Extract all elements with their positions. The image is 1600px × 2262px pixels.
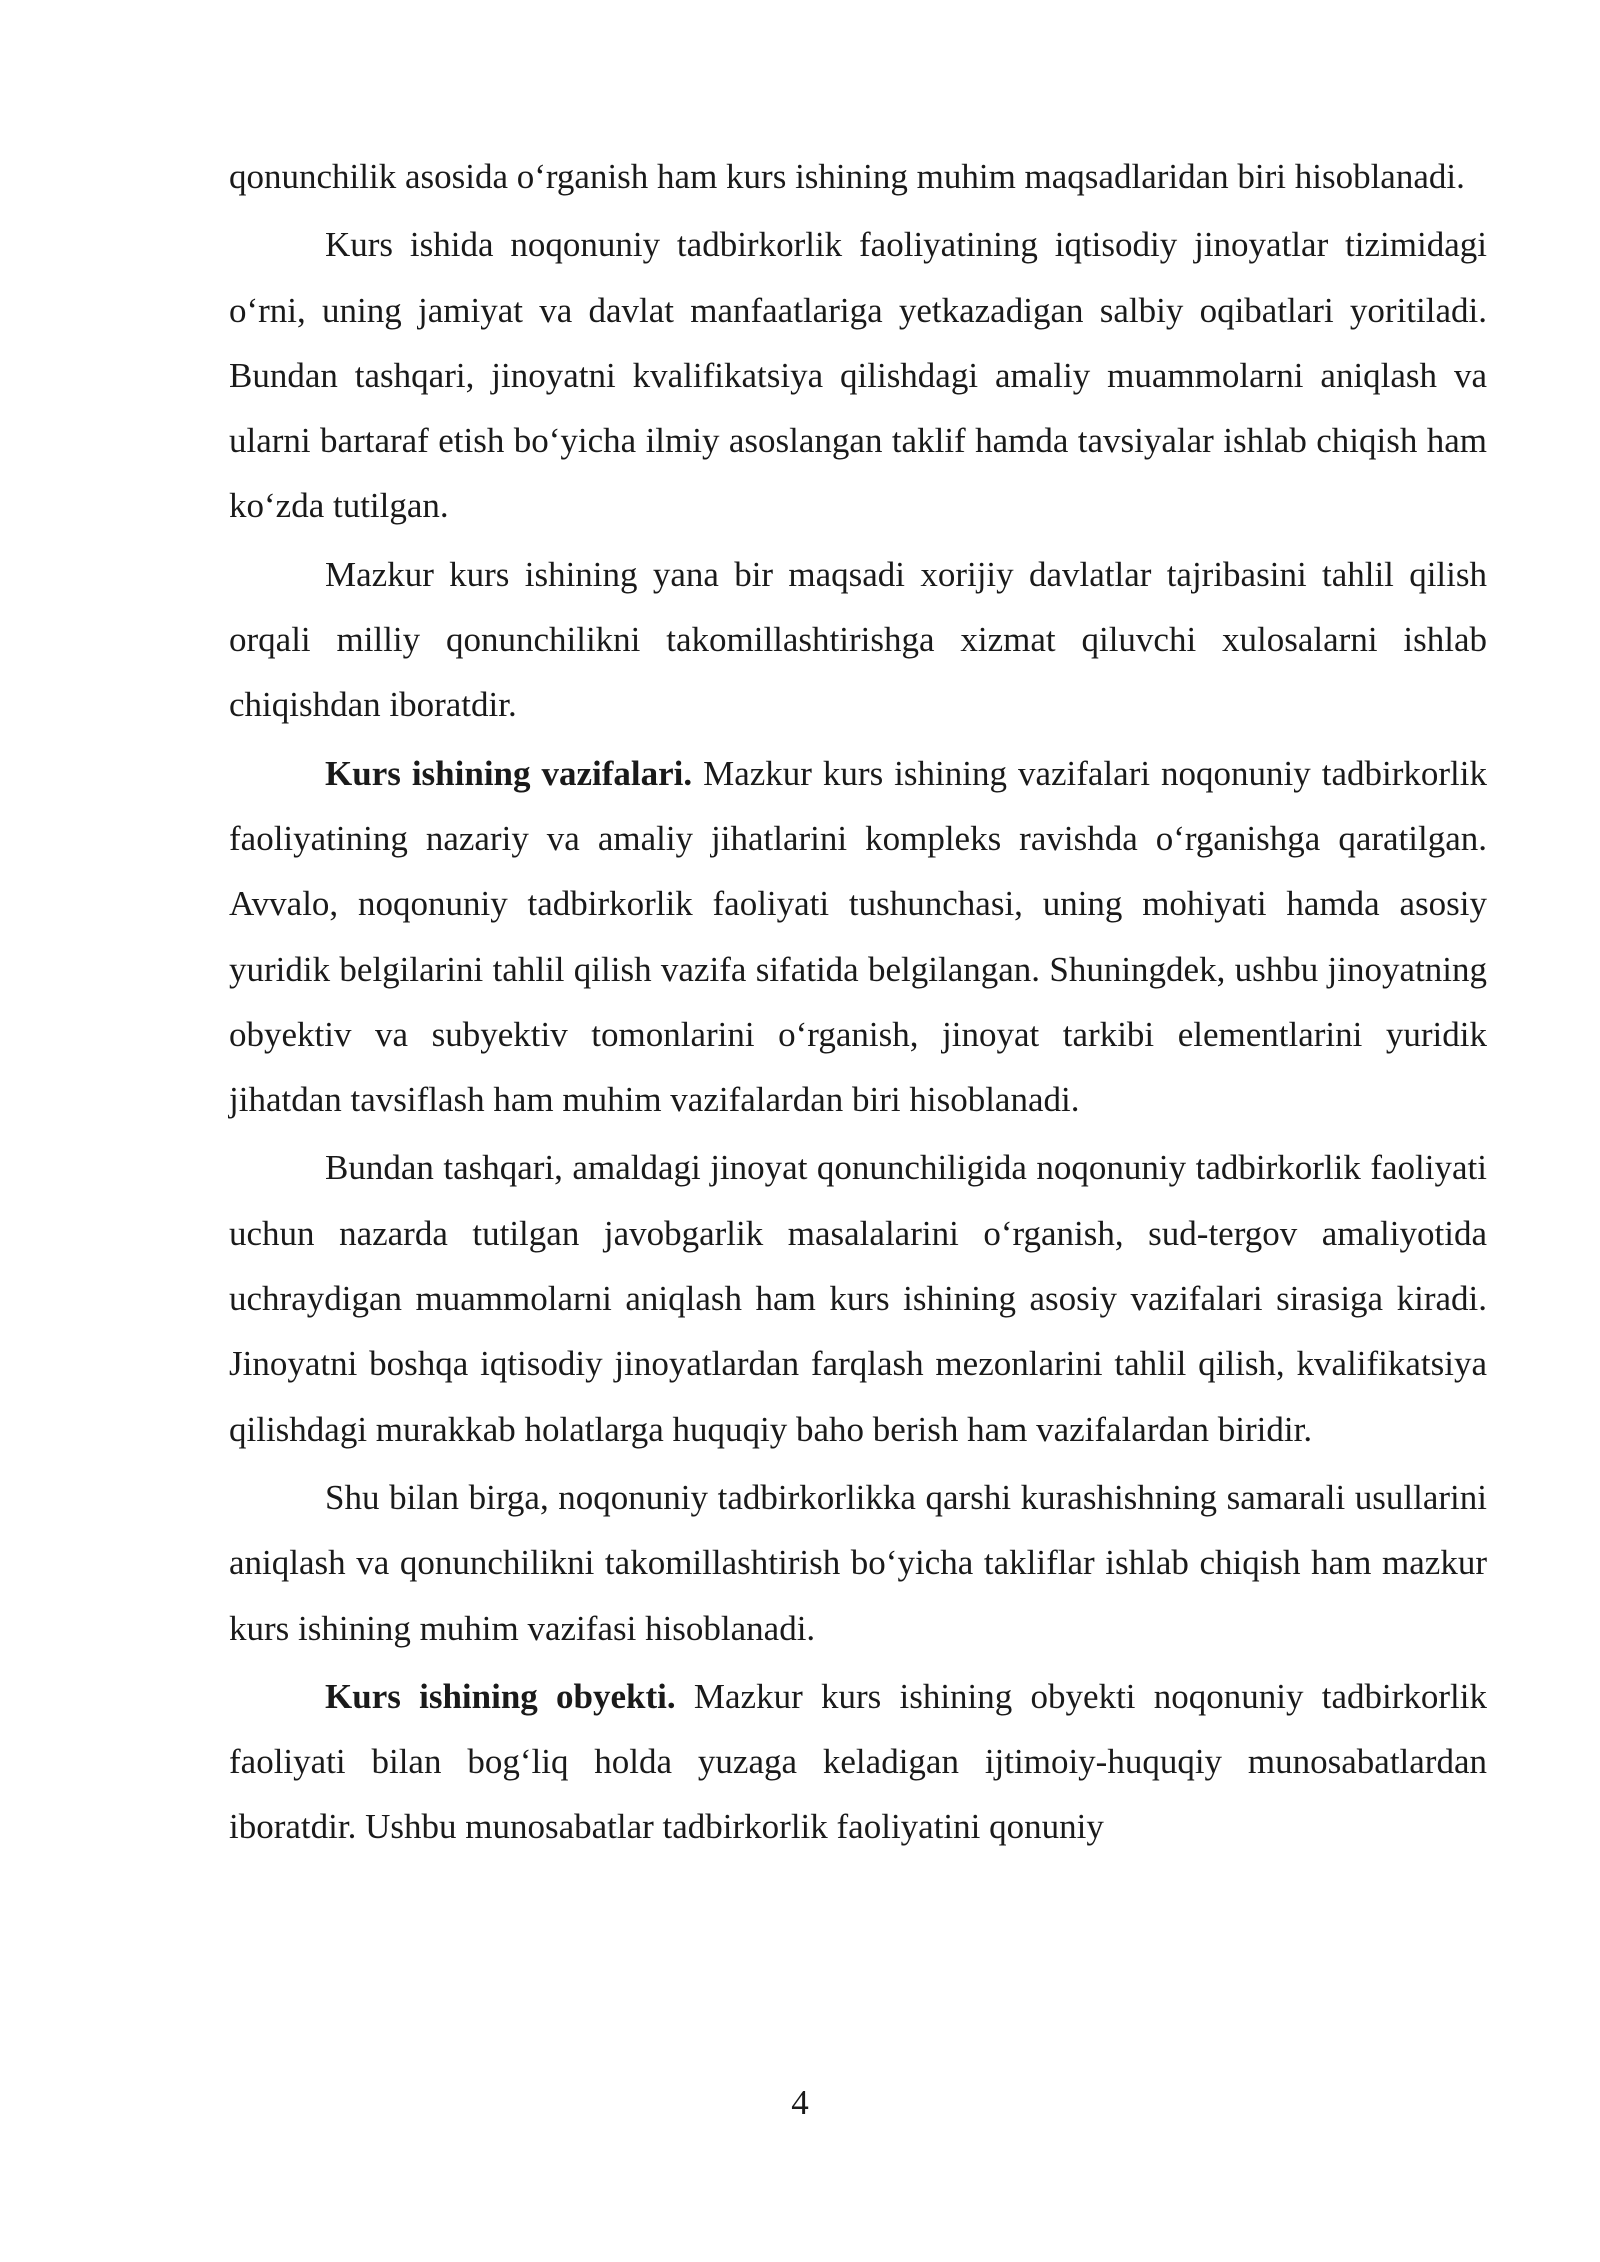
paragraph-text: Kurs ishida noqonuniy tadbirkorlik faoliyatining iqtisodiy jinoyatlar tizimidagi o‘rni, uning jamiyat va davlat manfaatlariga yetkazadigan salbiy oqibatlari yoritiladi. Bundan tashqari, jinoyatni kvalifikatsiya qilishdagi amaliy muammolarni aniqlash va ularni bartaraf etish bo‘yicha ilmiy asoslangan taklif hamda tavsiyalar ishlab chiqish ham ko‘zda tutilgan.	[229, 225, 1487, 526]
paragraph-text: Mazkur kurs ishining yana bir maqsadi xorijiy davlatlar tajribasini tahlil qilish orqali milliy qonunchilikni takomillashtirishga xizmat qiluvchi xulosalarni ishlab chiqishdan iboratdir.	[229, 554, 1487, 725]
paragraph	[229, 1135, 1487, 1461]
paragraph-text: Shu bilan birga, noqonuniy tadbirkorlikka qarshi kurashishning samarali usullarini aniqlash va qonunchilikni takomillashtirish bo‘yicha takliflar ishlab chiqish ham mazkur kurs ishining muhim vazifasi hisoblanadi.	[229, 1477, 1487, 1648]
paragraph	[229, 1465, 1487, 1661]
paragraph	[229, 542, 1487, 738]
paragraph-text: Bundan tashqari, amaldagi jinoyat qonunchiligida noqonuniy tadbirkorlik faoliyati uchun nazarda tutilgan javobgarlik masalalarini o‘rganish, sud-tergov amaliyotida uchraydigan muammolarni aniqlash ham kurs ishining asosiy vazifalari sirasiga kiradi. Jinoyatni boshqa iqtisodiy jinoyatlardan farqlash mezonlarini tahlil qilish, kvalifikatsiya qilishdagi murakkab holatlarga huquqiy baho berish ham vazifalardan biridir.	[229, 1148, 1487, 1449]
section-heading-object: Kurs ishining obyekti.	[325, 1676, 676, 1716]
paragraph-text: Mazkur kurs ishining obyekti noqonuniy tadbirkorlik faoliyati bilan bog‘liq holda yuzaga keladigan ijtimoiy-huquqiy munosabatlardan iboratdir. Ushbu munosabatlar tadbirkorlik faoliyatini qonuniy	[229, 1676, 1487, 1847]
paragraph-text: Mazkur kurs ishining vazifalari noqonuniy tadbirkorlik faoliyatining nazariy va amaliy jihatlarini kompleks ravishda o‘rganishga qaratilgan. Avvalo, noqonuniy tadbirkorlik faoliyati tushunchasi, uning mohiyati hamda asosiy yuridik belgilarini tahlil qilish vazifa sifatida belgilangan. Shuningdek, ushbu jinoyatning obyektiv va subyektiv tomonlarini o‘rganish, jinoyat tarkibi elementlarini yuridik jihatdan tavsiflash ham muhim vazifalardan biri hisoblanadi.	[229, 753, 1487, 1120]
paragraph	[229, 144, 1487, 209]
page-number: 4	[791, 2083, 809, 2122]
paragraph	[229, 741, 1487, 1133]
paragraph-text: qonunchilik asosida o‘rganish ham kurs ishining muhim maqsadlaridan biri hisoblanadi.	[229, 157, 1465, 196]
document-body	[229, 144, 1487, 1863]
paragraph	[229, 212, 1487, 538]
paragraph	[229, 1664, 1487, 1860]
section-heading-tasks: Kurs ishining vazifalari.	[325, 753, 693, 793]
